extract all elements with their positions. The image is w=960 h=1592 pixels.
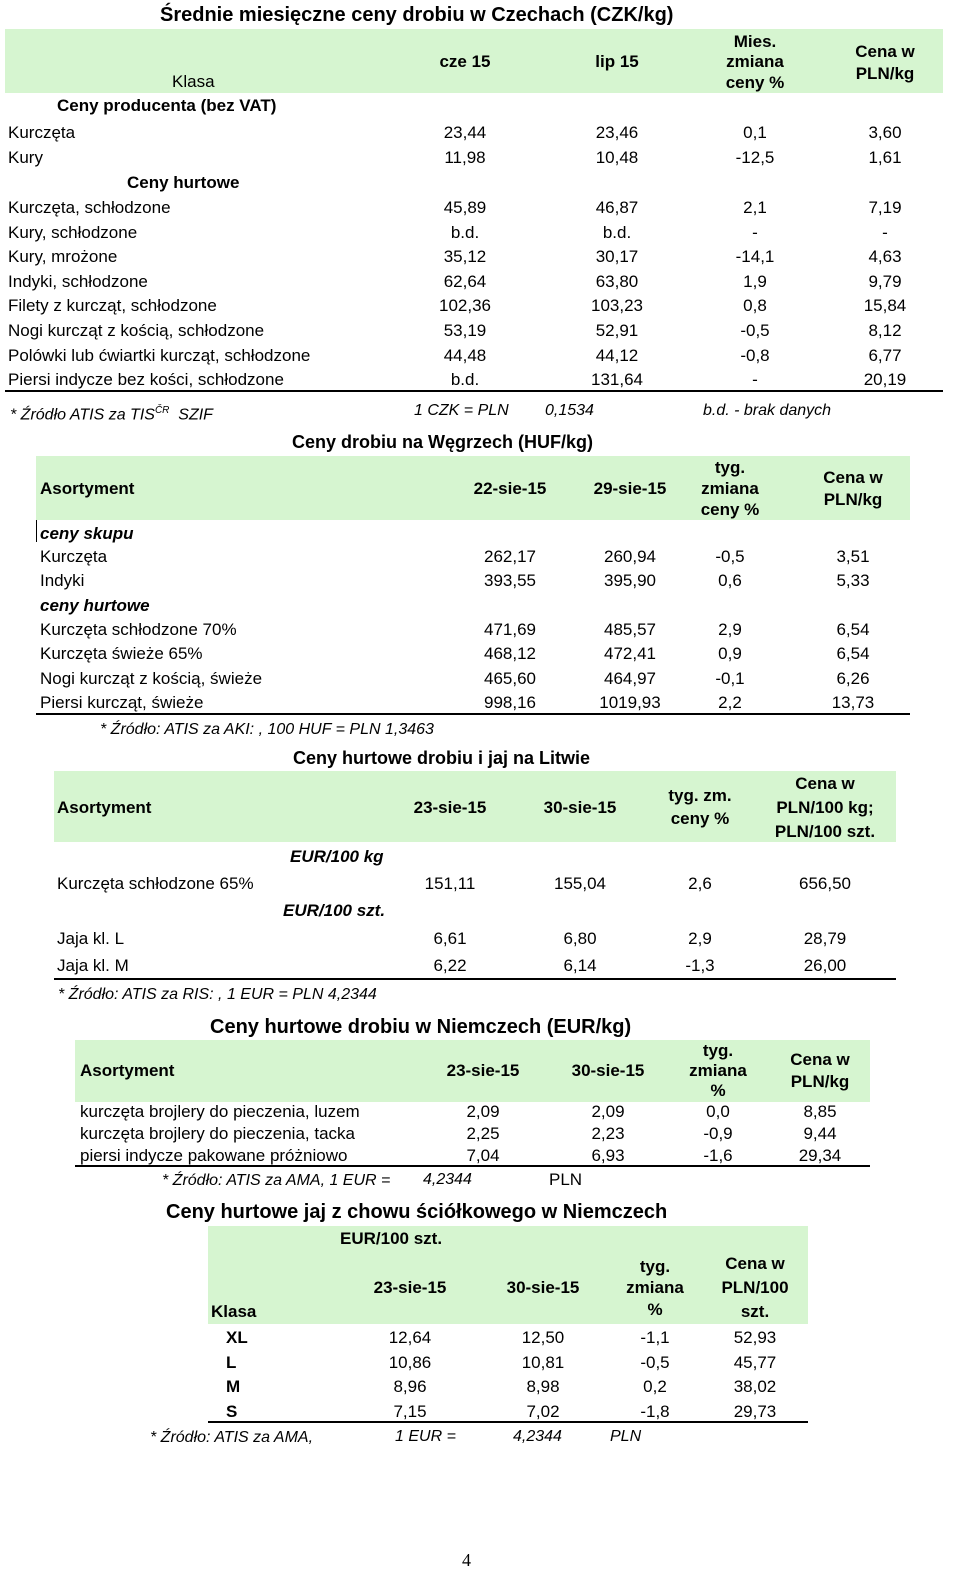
- row-value: 262,17: [484, 547, 536, 566]
- lt-hdr-c4b: PLN/100 kg;: [776, 798, 874, 817]
- cz-note-rate-value: 0,1534: [545, 402, 594, 419]
- row-value: 7,02: [526, 1401, 560, 1421]
- eggs-hdr-c4a: Cena w: [725, 1254, 785, 1273]
- row-value: 45,89: [443, 198, 487, 217]
- row-value: 0,1: [743, 123, 767, 142]
- row-label: kurczęta brojlery do pieczenia, tacka: [80, 1124, 355, 1143]
- row-value: 471,69: [484, 620, 536, 639]
- row-value: -1,1: [640, 1328, 670, 1347]
- row-value: 12,50: [521, 1328, 565, 1347]
- row-label: kurczęta brojlery do pieczenia, luzem: [80, 1102, 360, 1121]
- row-label: Piersi indycze bez kości, schłodzone: [8, 370, 284, 390]
- row-value: 1,61: [868, 148, 902, 167]
- hu-hdr-c4a: Cena w: [823, 468, 883, 487]
- row-value: 151,11: [424, 874, 476, 893]
- row-value: 6,77: [868, 345, 902, 365]
- hu-section-hurtowe: ceny hurtowe: [40, 596, 150, 615]
- row-value: 11,98: [444, 148, 486, 167]
- row-value: -: [752, 370, 758, 390]
- row-value: b.d.: [450, 370, 480, 390]
- lt-note: * Źródło: ATIS za RIS: , 1 EUR = PLN 4,2344: [58, 986, 377, 1003]
- row-label: Kurczęta schłodzone 70%: [40, 620, 237, 639]
- row-label: Kury, mrożone: [8, 247, 118, 267]
- row-value: 44,48: [443, 345, 487, 365]
- de-hdr-c3b: zmiana: [689, 1061, 747, 1080]
- hu-hdr-c1: 22-sie-15: [473, 479, 547, 498]
- row-value: 5,33: [836, 571, 870, 590]
- row-label: Kurczęta: [8, 123, 76, 142]
- eggs-hdr-c4b: PLN/100: [721, 1278, 789, 1297]
- row-value: 9,79: [868, 271, 902, 291]
- row-value: 155,04: [554, 874, 606, 893]
- hu-hdr-a: Asortyment: [40, 479, 135, 498]
- row-value: 7,15: [393, 1401, 427, 1421]
- de-note-rate: 4,2344: [423, 1171, 472, 1188]
- row-label: L: [226, 1352, 237, 1372]
- row-value: 8,85: [803, 1102, 837, 1121]
- row-value: -14,1: [735, 247, 775, 267]
- hu-hdr-c3b: zmiana: [701, 479, 759, 498]
- eggs-hdr-a: Klasa: [211, 1302, 257, 1321]
- lt-section-kg: EUR/100 kg: [290, 847, 384, 866]
- row-value: -0,5: [715, 547, 745, 566]
- row-value: 465,60: [484, 668, 536, 688]
- cz-section-hurtowe: Ceny hurtowe: [127, 173, 240, 192]
- row-value: 998,16: [484, 692, 536, 712]
- lt-hdr-a: Asortyment: [57, 798, 152, 817]
- row-value: 38,02: [733, 1377, 777, 1396]
- row-value: 6,22: [433, 956, 467, 975]
- row-value: 2,1: [743, 198, 767, 217]
- row-value: 6,54: [836, 644, 870, 664]
- row-value: 8,96: [393, 1377, 427, 1396]
- row-value: 26,00: [803, 956, 847, 975]
- row-value: 2,9: [688, 929, 712, 948]
- row-value: 472,41: [604, 644, 656, 664]
- cz-hdr-c3b: zmiana: [726, 52, 784, 71]
- row-value: 46,87: [595, 198, 639, 217]
- eggs-hdr-c3b: zmiana: [626, 1278, 684, 1297]
- lt-hdr-c4a: Cena w: [795, 774, 855, 793]
- row-value: 0,6: [718, 571, 742, 590]
- eggs-hdr-c4c: szt.: [740, 1302, 770, 1321]
- row-value: 8,12: [868, 321, 902, 340]
- de-hdr-c4b: PLN/kg: [790, 1072, 850, 1091]
- cz-hdr-c3c: ceny %: [725, 73, 785, 92]
- row-value: 6,26: [836, 668, 870, 688]
- row-value: 260,94: [604, 547, 656, 566]
- lt-title: Ceny hurtowe drobiu i jaj na Litwie: [293, 748, 591, 768]
- cz-bottom-rule: [5, 390, 943, 392]
- row-label: Nogi kurcząt z kością, świeże: [40, 668, 263, 688]
- eggs-unit: EUR/100 szt.: [340, 1229, 443, 1248]
- row-label: piersi indycze pakowane próżniowo: [80, 1146, 348, 1165]
- de-note-currency: PLN: [549, 1170, 583, 1189]
- row-label: XL: [226, 1328, 248, 1347]
- row-value: 2,6: [688, 874, 712, 893]
- row-value: 52,91: [595, 321, 639, 340]
- row-value: 6,80: [563, 929, 597, 948]
- row-value: 9,44: [803, 1124, 837, 1143]
- hu-hdr-c2: 29-sie-15: [593, 479, 667, 498]
- row-value: 0,8: [743, 296, 767, 316]
- de-note-source: * Źródło: ATIS za AMA, 1 EUR =: [162, 1172, 391, 1189]
- row-value: 13,73: [831, 692, 875, 712]
- row-value: 2,09: [591, 1102, 625, 1121]
- row-value: -1,3: [685, 956, 715, 975]
- row-value: -0,5: [740, 321, 770, 340]
- hu-bottom-rule: [36, 713, 910, 715]
- cz-note-rate: 1 CZK = PLN: [414, 402, 509, 419]
- row-value: 393,55: [484, 571, 536, 590]
- row-value: 0,9: [718, 644, 742, 664]
- row-value: 395,90: [604, 571, 656, 590]
- lt-hdr-c4c: PLN/100 szt.: [774, 822, 876, 841]
- row-value: 30,17: [595, 247, 639, 267]
- cz-hdr-c4a: Cena w: [855, 42, 915, 61]
- row-label: Kurczęta, schłodzone: [8, 198, 171, 217]
- eggs-note-eq: 1 EUR =: [395, 1428, 456, 1445]
- row-label: Nogi kurcząt z kością, schłodzone: [8, 321, 265, 340]
- row-value: -: [752, 222, 758, 242]
- row-value: 28,79: [803, 929, 847, 948]
- row-label: Kury, schłodzone: [8, 222, 138, 242]
- row-label: Kurczęta świeże 65%: [40, 644, 203, 664]
- row-value: 63,80: [595, 271, 639, 291]
- row-value: 6,93: [591, 1146, 625, 1165]
- hu-title: Ceny drobiu na Węgrzech (HUF/kg): [292, 432, 594, 452]
- row-value: 23,46: [595, 123, 639, 142]
- lt-bottom-rule: [54, 978, 896, 980]
- cz-section-producent: Ceny producenta (bez VAT): [57, 96, 277, 115]
- row-value: 468,12: [484, 644, 536, 664]
- row-value: -: [882, 222, 888, 242]
- cz-note-bd: b.d. - brak danych: [703, 402, 832, 419]
- row-value: 2,9: [718, 620, 742, 639]
- eggs-hdr-c1: 23-sie-15: [373, 1278, 447, 1297]
- de-hdr-c3a: tyg.: [702, 1041, 734, 1060]
- row-value: -12,5: [735, 148, 775, 167]
- row-label: Filety z kurcząt, schłodzone: [8, 296, 217, 316]
- row-value: 2,09: [466, 1102, 500, 1121]
- de-hdr-c1: 23-sie-15: [446, 1061, 520, 1080]
- cz-hdr-c2: lip 15: [595, 52, 639, 71]
- row-value: 2,25: [466, 1124, 500, 1143]
- row-value: 6,14: [563, 956, 597, 975]
- de-hdr-c4a: Cena w: [790, 1050, 850, 1069]
- row-value: 35,12: [443, 247, 487, 267]
- row-value: 2,2: [718, 692, 742, 712]
- row-label: Kurczęta schłodzone 65%: [57, 874, 254, 893]
- row-value: 62,64: [443, 271, 487, 291]
- page-number: 4: [462, 1550, 471, 1570]
- row-value: -1,6: [703, 1146, 733, 1165]
- row-label: M: [226, 1377, 241, 1396]
- row-value: -0,9: [703, 1124, 733, 1143]
- eggs-hdr-c3a: tyg.: [639, 1257, 671, 1276]
- row-value: 7,19: [868, 198, 902, 217]
- row-value: 1,9: [743, 271, 767, 291]
- eggs-hdr-c3c: %: [647, 1300, 663, 1319]
- eggs-title: Ceny hurtowe jaj z chowu ściółkowego w Niemczech: [166, 1201, 668, 1223]
- lt-hdr-c3a: tyg. zm.: [668, 786, 732, 805]
- cz-title: Średnie miesięczne ceny drobiu w Czechach (CZK/kg): [160, 4, 674, 26]
- de-title: Ceny hurtowe drobiu w Niemczech (EUR/kg): [210, 1016, 632, 1038]
- eggs-hdr-c2: 30-sie-15: [506, 1278, 580, 1297]
- row-label: Piersi kurcząt, świeże: [40, 692, 204, 712]
- de-hdr-c3c: %: [710, 1081, 726, 1100]
- row-value: 6,61: [433, 929, 467, 948]
- lt-hdr-c3b: ceny %: [670, 809, 730, 828]
- row-label: Jaja kl. L: [57, 929, 125, 948]
- row-value: 53,19: [443, 321, 487, 340]
- row-value: 1019,93: [599, 692, 661, 712]
- row-label: S: [226, 1401, 238, 1421]
- row-value: 6,54: [836, 620, 870, 639]
- lt-section-szt: EUR/100 szt.: [283, 901, 386, 920]
- row-value: 102,36: [439, 296, 491, 316]
- de-hdr-a: Asortyment: [80, 1061, 175, 1080]
- row-label: Jaja kl. M: [57, 956, 129, 975]
- eggs-bottom-rule: [208, 1421, 808, 1423]
- de-hdr-c2: 30-sie-15: [571, 1061, 645, 1080]
- cz-hdr-c4b: PLN/kg: [855, 64, 915, 83]
- row-value: -0,5: [640, 1352, 670, 1372]
- row-value: 4,63: [868, 247, 902, 267]
- cz-hdr-klasa: Klasa: [172, 72, 215, 91]
- row-value: 656,50: [799, 874, 851, 893]
- hu-left-rule: [36, 520, 37, 542]
- cz-hdr-c3a: Mies.: [733, 32, 777, 51]
- cz-hdr-c1: cze 15: [439, 52, 491, 71]
- hu-section-skupu: ceny skupu: [40, 524, 134, 543]
- row-value: 485,57: [604, 620, 656, 639]
- row-value: 44,12: [595, 345, 639, 365]
- row-value: -0,8: [740, 345, 770, 365]
- row-value: -0,1: [715, 668, 745, 688]
- hu-hdr-c4b: PLN/kg: [823, 490, 883, 509]
- hu-hdr-c3a: tyg.: [714, 458, 746, 477]
- row-value: 29,73: [733, 1401, 777, 1421]
- row-value: 103,23: [591, 296, 643, 316]
- row-label: Kurczęta: [40, 547, 108, 566]
- row-value: 10,48: [595, 148, 639, 167]
- row-value: b.d.: [450, 222, 480, 242]
- cz-note-source: * Źródło ATIS za $TIS^{ČR}$ SZIF: [10, 405, 213, 424]
- lt-hdr-c2: 30-sie-15: [543, 798, 617, 817]
- row-value: -1,8: [640, 1401, 670, 1421]
- row-value: 23,44: [443, 123, 487, 142]
- row-value: 131,64: [591, 370, 643, 390]
- lt-hdr-c1: 23-sie-15: [413, 798, 487, 817]
- row-value: 20,19: [863, 370, 907, 390]
- row-value: 8,98: [526, 1377, 560, 1396]
- row-value: 12,64: [388, 1328, 432, 1347]
- row-value: 15,84: [863, 296, 907, 316]
- row-label: Indyki, schłodzone: [8, 271, 148, 291]
- row-label: Indyki: [40, 571, 85, 590]
- row-value: 7,04: [466, 1146, 500, 1165]
- row-value: 29,34: [798, 1146, 842, 1165]
- row-label: Kury: [8, 148, 43, 167]
- row-value: 10,81: [521, 1352, 565, 1372]
- row-value: 0,0: [706, 1102, 730, 1121]
- hu-note: * Źródło: ATIS za AKI: , 100 HUF = PLN 1,3463: [100, 721, 434, 738]
- row-value: 464,97: [604, 668, 656, 688]
- eggs-note-source: * Źródło: ATIS za AMA,: [150, 1429, 314, 1446]
- row-value: 0,2: [643, 1377, 667, 1396]
- eggs-note-currency: PLN: [610, 1428, 642, 1445]
- row-value: 3,51: [836, 547, 870, 566]
- row-label: Polówki lub ćwiartki kurcząt, schłodzone: [8, 345, 311, 365]
- row-value: 45,77: [733, 1352, 777, 1372]
- row-value: 10,86: [388, 1352, 432, 1372]
- de-bottom-rule: [75, 1165, 870, 1167]
- row-value: b.d.: [602, 222, 632, 242]
- row-value: 3,60: [868, 123, 902, 142]
- hu-hdr-c3c: ceny %: [700, 500, 760, 519]
- row-value: 2,23: [591, 1124, 625, 1143]
- eggs-note-rate: 4,2344: [513, 1428, 562, 1445]
- row-value: 52,93: [733, 1328, 777, 1347]
